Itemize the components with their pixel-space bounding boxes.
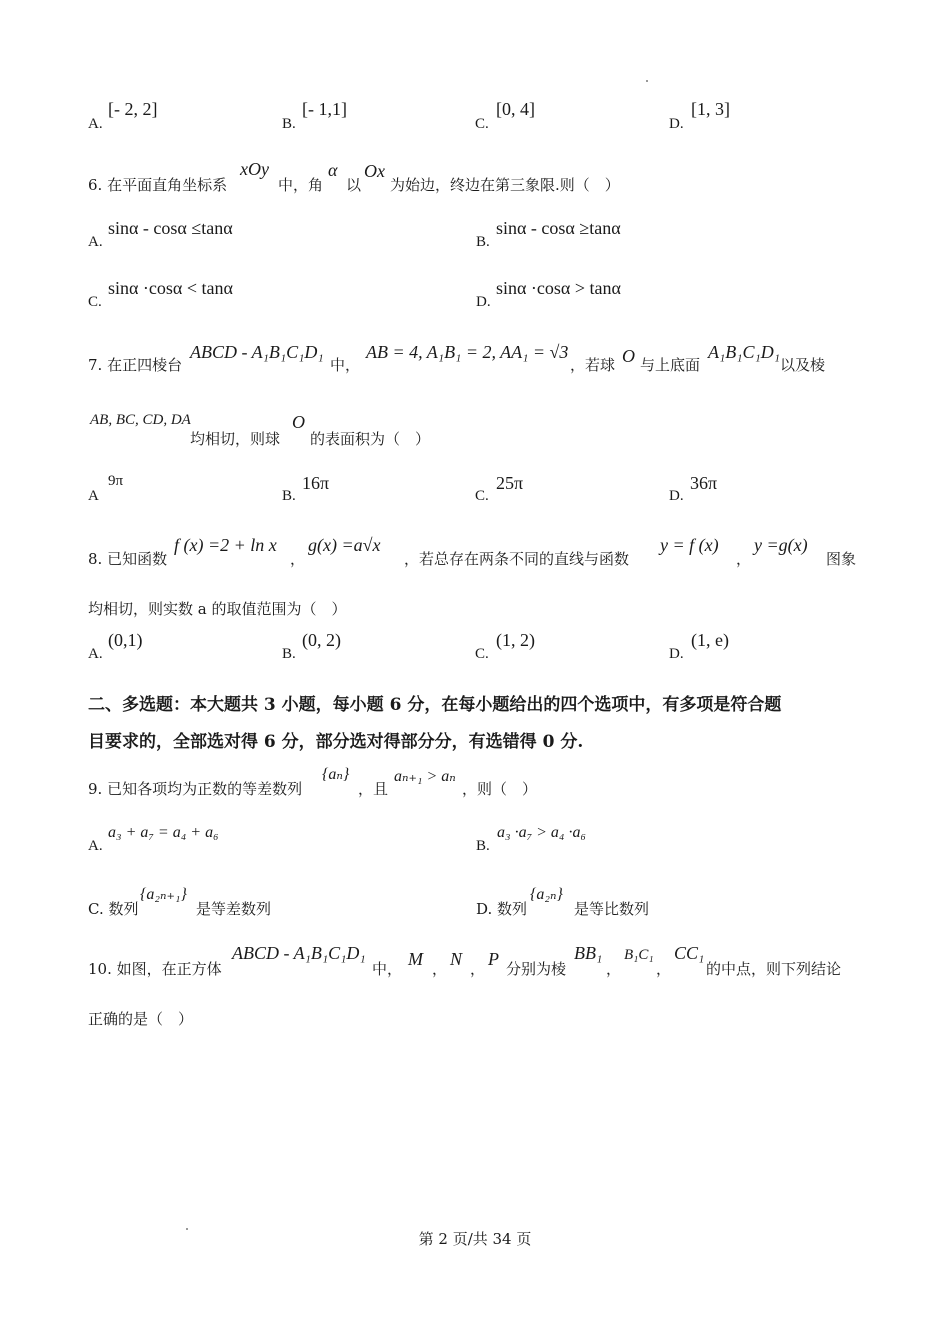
q10-comma-3: ，	[606, 960, 622, 978]
q6-alpha: α	[328, 160, 338, 180]
q6-option-b-label: B.	[476, 234, 490, 250]
q10-edge-b1c1: B₁C₁	[624, 947, 654, 963]
q8-sep-1: ，	[290, 550, 306, 568]
q6-option-c-label: C.	[88, 294, 102, 310]
q10-edge-bb1: BB₁	[574, 943, 603, 963]
q5-option-a-value: [- 2, 2]	[108, 99, 158, 119]
q7-condition: AB = 4, A₁B₁ = 2, AA₁ = √3	[366, 342, 569, 362]
q7-edges: AB, BC, CD, DA	[90, 412, 191, 428]
q7-text-2: 中，	[330, 356, 361, 374]
q8-y-g: y =g(x)	[754, 535, 808, 555]
q7-top-face: A₁B₁C₁D₁	[708, 342, 781, 362]
q5-option-b-value: [- 1,1]	[302, 99, 347, 119]
q6-text-2: 中，角	[278, 176, 324, 194]
q8-function-g: g(x) =a√x	[308, 535, 381, 555]
section-2-line-1: 二、多选题：本大题共 3 小题，每小题 6 分，在每小题给出的四个选项中，有多项是符合题	[88, 695, 782, 715]
q9-option-c-value: {a₂ₙ₊₁}	[140, 886, 187, 903]
q9-text-1: 9. 已知各项均为正数的等差数列	[88, 780, 303, 798]
q7-option-a-label: A	[88, 488, 99, 504]
q8-line-2: 均相切，则实数 a 的取值范围为（ ）	[88, 600, 347, 618]
q8-option-a-value: (0,1)	[108, 630, 143, 650]
q9-text-3: ，则（ ）	[462, 780, 538, 798]
q8-option-d-label: D.	[669, 646, 684, 662]
q10-edge-cc1: CC₁	[674, 943, 705, 963]
q6-option-a-value: sinα - cosα ≤tanα	[108, 218, 233, 238]
q7-text-1: 7. 在正四棱台	[88, 356, 183, 374]
q7-option-b-label: B.	[282, 488, 296, 504]
q8-option-c-label: C.	[475, 646, 489, 662]
q8-option-d-value: (1, e)	[691, 630, 729, 650]
q9-option-a-value: a₃ + a₇ = a₄ + a₆	[108, 824, 219, 841]
q9-option-d-tail: 是等比数列	[574, 900, 650, 918]
q7-text-5: 以及棱	[780, 356, 826, 374]
q7-text-7: 的表面积为（ ）	[310, 430, 431, 448]
q9-option-d-value: {a₂ₙ}	[530, 886, 563, 903]
q7-solid: ABCD - A₁B₁C₁D₁	[190, 342, 324, 362]
q8-text-3: 图象	[826, 550, 857, 568]
q8-option-c-value: (1, 2)	[496, 630, 535, 650]
q5-option-a-label: A.	[88, 116, 103, 132]
q10-line-2: 正确的是（ ）	[88, 1010, 194, 1028]
q10-point-n: N	[450, 949, 463, 969]
q10-text-2: 中，	[372, 960, 403, 978]
q10-comma-4: ，	[656, 960, 672, 978]
q7-text-3: ，若球	[570, 356, 616, 374]
q7-option-d-value: 36π	[690, 473, 718, 493]
q10-text-3: 分别为棱	[506, 960, 567, 978]
q8-text-2: ，若总存在两条不同的直线与函数	[404, 550, 630, 568]
q9-option-b-value: a₃ ·a₇ > a₄ ·a₆	[497, 824, 587, 841]
scan-dot	[646, 80, 648, 82]
q10-comma-1: ，	[432, 960, 448, 978]
q6-text-1: 6. 在平面直角坐标系	[88, 176, 228, 194]
q10-solid: ABCD - A₁B₁C₁D₁	[232, 943, 366, 963]
q9-condition: aₙ₊₁ > aₙ	[394, 768, 456, 785]
q6-ox: Ox	[364, 161, 385, 181]
q7-sphere-o: O	[622, 346, 635, 366]
q8-function-f: f (x) =2 + ln x	[174, 535, 277, 555]
q5-option-d-value: [1, 3]	[691, 99, 730, 119]
q9-sequence: {aₙ}	[322, 766, 350, 783]
q9-option-b-label: B.	[476, 838, 490, 854]
q7-option-b-value: 16π	[302, 473, 330, 493]
q9-option-c-tail: 是等差数列	[196, 900, 272, 918]
q7-text-6: 均相切，则球	[190, 430, 281, 448]
q9-option-a-label: A.	[88, 838, 103, 854]
q7-sphere-o-2: O	[292, 412, 305, 432]
q8-sep-2: ，	[736, 550, 752, 568]
q8-option-b-value: (0, 2)	[302, 630, 341, 650]
q8-option-a-label: A.	[88, 646, 103, 662]
q10-comma-2: ，	[470, 960, 486, 978]
q8-option-b-label: B.	[282, 646, 296, 662]
q5-option-c-label: C.	[475, 116, 489, 132]
q6-option-a-label: A.	[88, 234, 103, 250]
q6-text-3: 以	[346, 176, 362, 194]
q8-text-1: 8. 已知函数	[88, 550, 168, 568]
q8-y-f: y = f (x)	[660, 535, 719, 555]
q9-option-c-label: C. 数列	[88, 900, 139, 918]
q6-coordinate-system: xOy	[240, 159, 269, 179]
q5-option-c-value: [0, 4]	[496, 99, 535, 119]
q6-option-c-value: sinα ·cosα < tanα	[108, 278, 233, 298]
q10-text-4: 的中点，则下列结论	[706, 960, 842, 978]
q10-point-p: P	[488, 949, 499, 969]
q7-option-c-value: 25π	[496, 473, 524, 493]
q6-option-d-label: D.	[476, 294, 491, 310]
q5-option-b-label: B.	[282, 116, 296, 132]
q9-text-2: ，且	[358, 780, 389, 798]
q5-option-d-label: D.	[669, 116, 684, 132]
section-2-line-2: 目要求的，全部选对得 6 分，部分选对得部分分，有选错得 0 分.	[88, 732, 584, 752]
q7-option-c-label: C.	[475, 488, 489, 504]
q9-option-d-label: D. 数列	[476, 900, 528, 918]
q6-option-d-value: sinα ·cosα > tanα	[496, 278, 621, 298]
q7-option-d-label: D.	[669, 488, 684, 504]
q6-option-b-value: sinα - cosα ≥tanα	[496, 218, 621, 238]
q7-text-4: 与上底面	[640, 356, 701, 374]
q6-text-4: 为始边，终边在第三象限.则（ ）	[390, 176, 620, 194]
q10-point-m: M	[408, 949, 423, 969]
q10-text-1: 10. 如图，在正方体	[88, 960, 222, 978]
q7-option-a-value: 9π	[108, 473, 124, 489]
page-footer: 第 2 页/共 34 页	[418, 1230, 532, 1248]
